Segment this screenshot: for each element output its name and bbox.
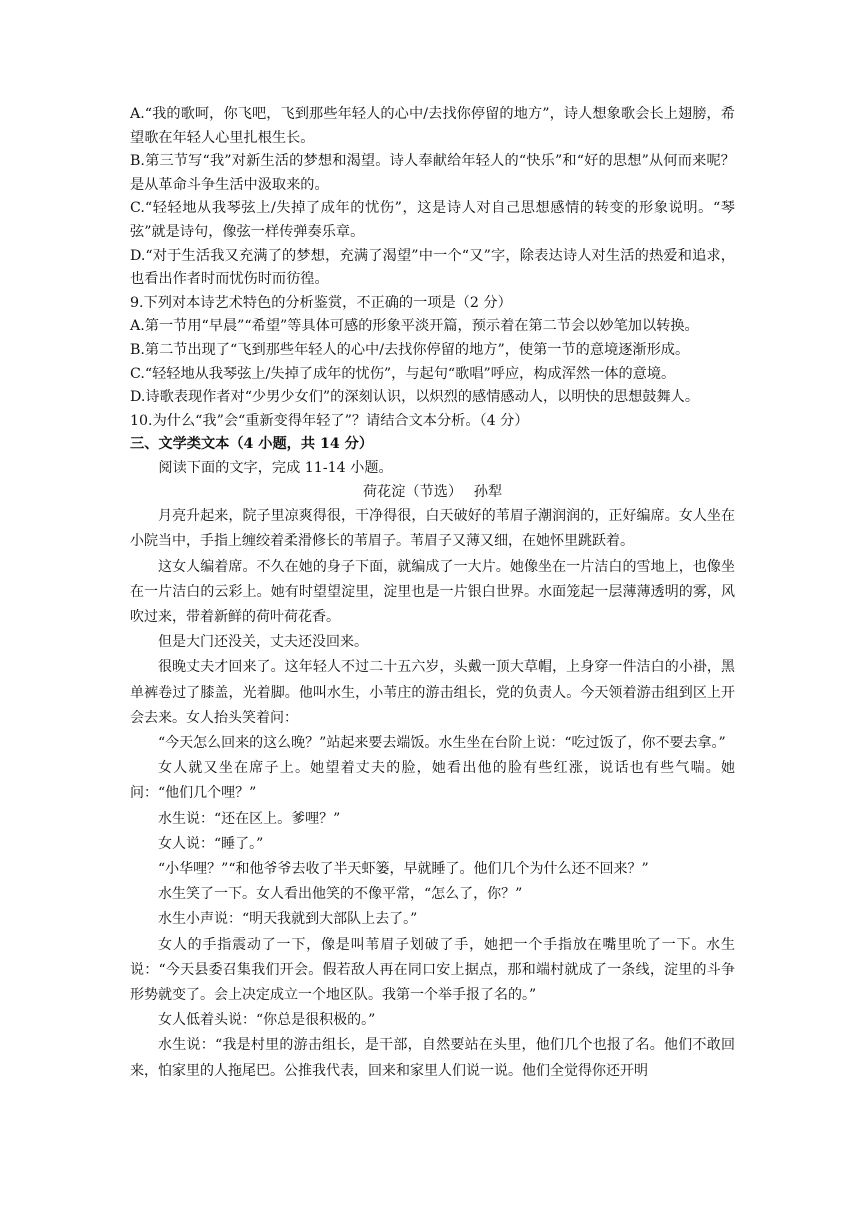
q9-option-b: B.第二节出现了“飞到那些年轻人的心中/去找你停留的地方”，使第一节的意境逐渐形成。: [130, 341, 690, 358]
question-9: 9.下列对本诗艺术特色的分析鉴赏，不正确的一项是（2 分）: [130, 294, 512, 311]
story-title: 荷花淀（节选） 孙犁: [362, 483, 503, 500]
section-3-heading: 三、文学类文本（4 小题，共 14 分）: [130, 436, 374, 453]
q8-option-d: D.“对于生活我又充满了的梦想，充满了渴望”中一个“又”字，除表达诗人对生活的热爱和追求，也看出作者时而忧伤时而彷徨。: [130, 247, 735, 288]
story-paragraph: 但是大门还没关，丈夫还没回来。: [158, 634, 368, 651]
section-3-instruction: 阅读下面的文字，完成 11-14 小题。: [158, 459, 393, 476]
q8-option-a: A.“我的歌呵，你飞吧，飞到那些年轻人的心中/去找你停留的地方”，诗人想象歌会长上翅膀，希望歌在年轻人心里扎根生长。: [130, 106, 735, 146]
q9-option-d: D.诗歌表现作者对“少男少女们”的深刻认识，以炽烈的感情感动人，以明快的思想鼓舞人。: [130, 389, 700, 406]
story-paragraph: 水生说：“还在区上。爹哩？”: [158, 810, 341, 827]
story-paragraph: 女人就又坐在席子上。她望着丈夫的脸，她看出他的脸有些红涨，说话也有些气喘。她问：“他们几个哩？”: [130, 760, 735, 802]
question-10: 10.为什么“我”会“重新变得年轻了”？请结合文本分析。（4 分）: [130, 412, 529, 429]
page-content: [130, 103, 735, 1084]
story-paragraph: 水生笑了一下。女人看出他笑的不像平常，“怎么了，你？”: [158, 886, 523, 903]
story-paragraph: 月亮升起来，院子里凉爽得很，干净得很，白天破好的苇眉子潮润润的，正好编席。女人坐在小院当中，手指上缠绞着柔滑修长的苇眉子。苇眉子又薄又细，在她怀里跳跃着。: [130, 508, 735, 550]
q9-option-c: C.“轻轻地从我琴弦上/失掉了成年的忧伤”，与起句“歌唱”呼应，构成浑然一体的意境。: [130, 365, 676, 382]
story-paragraph: 女人说：“睡了。”: [158, 835, 264, 852]
story-paragraph: “今天怎么回来的这么晚？”站起来要去端饭。水生坐在台阶上说：“吃过饭了，你不要去拿。”: [158, 734, 726, 751]
q9-option-a: A.第一节用“早晨”“希望”等具体可感的形象平淡开篇，预示着在第二节会以妙笔加以转换。: [130, 318, 699, 335]
story-paragraph: 水生小声说：“明天我就到大部队上去了。”: [158, 911, 418, 928]
story-paragraph: 这女人编着席。不久在她的身子下面，就编成了一大片。她像坐在一片洁白的雪地上，也像坐在一片洁白的云彩上。她有时望望淀里，淀里也是一片银白世界。水面笼起一层薄薄透明的雾，风吹过来，带着新鲜的荷叶荷花香。: [130, 558, 735, 625]
story-paragraph: 女人的手指震动了一下，像是叫苇眉子划破了手，她把一个手指放在嘴里吮了一下。水生说：“今天县委召集我们开会。假若敌人再在同口安上据点，那和端村就成了一条线，淀里的斗争形势就变了。会上决定成立一个地区队。我第一个举手报了名的。”: [130, 936, 735, 1003]
q8-option-c: C.“轻轻地从我琴弦上/失掉了成年的忧伤”，这是诗人对自己思想感情的转变的形象说明。“琴弦”就是诗句，像弦一样传弹奏乐章。: [130, 200, 735, 240]
story-paragraph: 水生说：“我是村里的游击组长，是干部，自然要站在头里，他们几个也报了名。他们不敢回来，怕家里的人拖尾巴。公推我代表，回来和家里人们说一说。他们全觉得你还开明: [130, 1037, 735, 1079]
story-paragraph: “小华哩？”“和他爷爷去收了半天虾篓，早就睡了。他们几个为什么还不回来？”: [158, 860, 649, 877]
q8-option-b: B.第三节写“我”对新生活的梦想和渴望。诗人奉献给年轻人的“快乐”和“好的思想”从何而来呢？是从革命斗争生活中汲取来的。: [130, 153, 735, 193]
story-paragraph: 很晚丈夫才回来了。这年轻人不过二十五六岁，头戴一顶大草帽，上身穿一件洁白的小褂，黑单裤卷过了膝盖，光着脚。他叫水生，小苇庄的游击组长，党的负责人。今天领着游击组到区上开会去来。女人抬头笑着问：: [130, 659, 735, 726]
story-paragraph: 女人低着头说：“你总是很积极的。”: [158, 1012, 376, 1029]
